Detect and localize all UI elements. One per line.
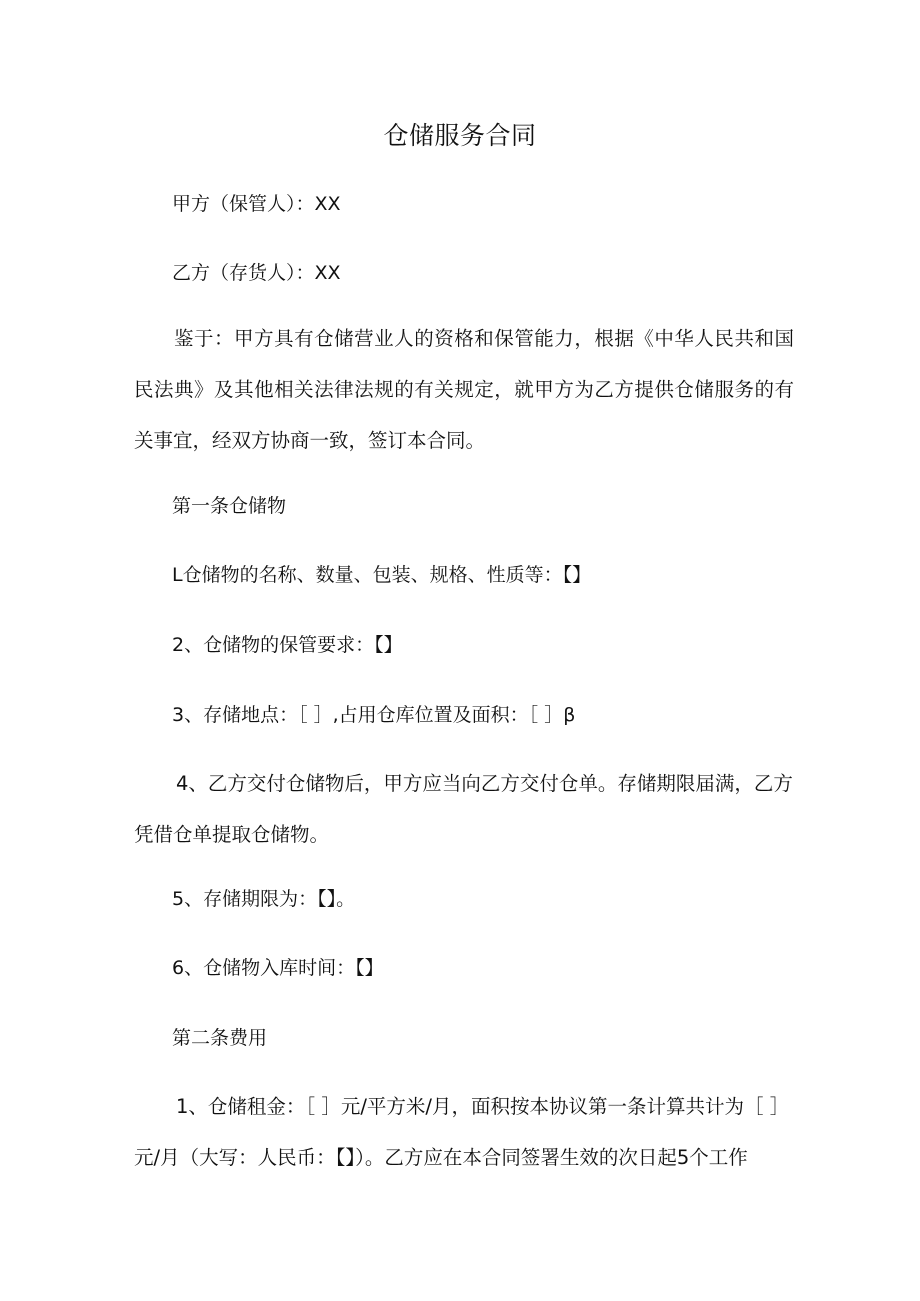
article1-item3: 3、存储地点：［ ］,占用仓库位置及面积：［ ］β xyxy=(172,704,576,726)
article2-item1: 1、仓储租金：［ ］元/平方米/月，面积按本协议第一条计算共计为［ ］元/月（大写：人民币：【】）。乙方应在本合同签署生效的次日起5个工作 xyxy=(134,1095,790,1169)
article1-heading: 第一条仓储物 xyxy=(172,495,287,517)
document-title: 仓储服务合同 xyxy=(383,121,537,150)
article1-item6: 6、仓储物入库时间：【】 xyxy=(172,957,384,979)
article1-item1: L仓储物的名称、数量、包装、规格、性质等：【】 xyxy=(172,564,592,586)
article2-heading: 第二条费用 xyxy=(172,1027,268,1049)
preamble-paragraph: 鉴于：甲方具有仓储营业人的资格和保管能力，根据《中华人民共和国民法典》及其他相关法律法规的有关规定，就甲方为乙方提供仓储服务的有关事宜，经双方协商一致，签订本合同。 xyxy=(134,327,794,452)
party-a-line: 甲方（保管人）：XX xyxy=(172,193,341,215)
article1-item5: 5、存储期限为：【】。 xyxy=(172,888,356,910)
party-b-line: 乙方（存货人）：XX xyxy=(172,262,341,284)
article1-item4: 4、乙方交付仓储物后，甲方应当向乙方交付仓单。存储期限届满，乙方凭借仓单提取仓储物。 xyxy=(134,772,793,846)
article1-item2: 2、仓储物的保管要求：【】 xyxy=(172,634,403,656)
